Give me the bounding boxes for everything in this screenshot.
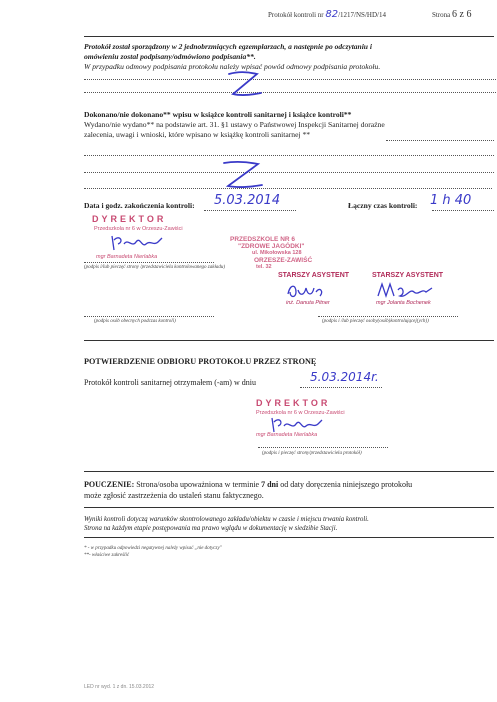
- dyrektor-signature: [110, 232, 170, 254]
- section-divider-notice: [84, 471, 494, 472]
- school-stamp-line2: "ZDROWE JAGÓDKI": [238, 243, 305, 250]
- handwritten-z-mark-1: [225, 68, 265, 108]
- asystent1-signature: [286, 282, 326, 302]
- school-stamp: [232, 236, 312, 271]
- notice-text1b: od daty doręczenia niniejszego protokołu: [280, 480, 413, 489]
- protocol-suffix: /1217/NS/HD/14: [338, 11, 386, 19]
- completion-date-value: 5.03.2014: [214, 193, 281, 208]
- dyrektor-stamp-school: Przedszkola nr 6 w Orzeszu-Zawiści: [94, 226, 183, 232]
- party-signature-line: [84, 262, 214, 263]
- recommendations-line1: Wydano/nie wydano** na podstawie art. 31. §1 ustawy o Państwowej Inspekcji Sanitarnej doraźne: [84, 120, 385, 129]
- confirmation-heading: POTWIERDZENIE ODBIORU PROTOKOŁU PRZEZ STRONĘ: [84, 357, 317, 366]
- dyrektor-stamp-title: DYREKTOR: [92, 214, 167, 224]
- school-stamp-line4: ORZESZE-ZAWIŚĆ: [254, 257, 313, 264]
- section-divider-top: [84, 36, 494, 37]
- protocol-number-handwritten: 82: [325, 9, 339, 20]
- school-stamp-line3: ul. Mikołowska 128: [252, 250, 302, 256]
- handwritten-z-mark-2: [218, 158, 266, 194]
- confirmation-text: Protokół kontroli sanitarnej otrzymałem (-am) w dniu: [84, 378, 256, 387]
- notice-line2: może zgłosić zastrzeżenia do ustaleń stanu faktycznego.: [84, 491, 264, 500]
- asystent2-signature: [376, 282, 436, 302]
- controllers-caption: (podpis i /lub pieczęć osoby(osób)kontrolującej(ych)): [322, 319, 429, 324]
- recommendations-fill-4: [84, 188, 492, 189]
- page-label: Strona: [432, 11, 451, 19]
- refusal-reason-line-2: [84, 92, 496, 93]
- info-line2: Strona na każdym etapie postępowania ma prawo wglądu w dokumentację w siedzibie Stacji.: [84, 525, 338, 532]
- page-value: 6 z 6: [452, 9, 472, 20]
- dyrektor-stamp-2-name: mgr Barnadeta Nierlabka: [256, 432, 318, 438]
- refusal-reason-line-1: [84, 79, 496, 80]
- party-receipt-caption: (podpis i pieczęć strony/przedstawiciela protokół): [262, 451, 362, 456]
- confirmation-date-value: 5.03.2014r.: [310, 370, 379, 384]
- duration-line: [432, 210, 494, 211]
- dyrektor-stamp-2-school: Przedszkola nr 6 w Orzeszu-Zawiści: [256, 410, 345, 416]
- section-divider-footnotes: [84, 537, 494, 538]
- refusal-instruction: W przypadku odmowy podpisania protokołu należy wpisać powód odmowy podpisania protokołu.: [84, 62, 381, 71]
- present-persons-caption: (podpis osób obecnych podczas kontroli): [94, 319, 176, 324]
- completion-date-line: [204, 210, 296, 211]
- recommendations-fill-1: [386, 140, 494, 141]
- dyrektor-stamp-name: mgr Barnadeta Nierlabka: [96, 254, 158, 260]
- party-signature-caption: (podpis i/lub pieczęć strony /przedstawiciela kontrolowanego zakładu): [84, 265, 226, 270]
- school-stamp-line1: PRZEDSZKOLE NR 6: [230, 236, 296, 243]
- duration-value: 1 h 40: [430, 193, 472, 208]
- page-indicator: [432, 9, 471, 20]
- recommendations-fill-2: [84, 155, 494, 156]
- asystent2-name: mgr Jolanta Bochenek: [376, 300, 431, 306]
- notice-label: POUCZENIE:: [84, 480, 135, 489]
- recommendations-line2: zalecenia, uwagi i wnioski, które wpisano w książkę kontroli sanitarnej **: [84, 130, 311, 139]
- protocol-header: [268, 9, 386, 20]
- notice-deadline: 7 dni: [261, 480, 279, 489]
- asystent1-name: inż. Danuta Pitner: [286, 300, 330, 306]
- footnote-2: **- właściwe zakreślić: [84, 553, 130, 558]
- document-code-footer: LED nr wyd. 1 z dn. 15.03.2012: [84, 684, 155, 690]
- notice-text1a: Strona/osoba upoważniona w terminie: [136, 480, 260, 489]
- asystent2-title: STARSZY ASYSTENT: [372, 272, 444, 279]
- section-divider-confirmation: [84, 340, 494, 341]
- footnote-1: * - w przypadku odpowiedzi negatywnej należy wpisać „nie dotyczy": [84, 546, 222, 551]
- confirmation-date-line: [300, 387, 382, 388]
- present-persons-line: [84, 316, 214, 317]
- protocol-label: Protokół kontroli nr: [268, 11, 324, 19]
- asystent1-title: STARSZY ASYSTENT: [278, 272, 350, 279]
- completion-date-label: Data i godz. zakończenia kontroli:: [84, 201, 195, 210]
- signing-statement-line1: Protokół został sporządzony w 2 jednobrzmiących egzemplarzach, a następnie po odczytaniu i: [84, 42, 372, 51]
- book-entry-text: Dokonano/nie dokonano** wpisu w książce kontroli sanitarnej i książce kontroli**: [84, 110, 352, 119]
- controllers-line: [318, 316, 458, 317]
- dyrektor-stamp-2-title: DYREKTOR: [256, 398, 331, 408]
- notice-line1: [84, 480, 412, 490]
- section-divider-info: [84, 507, 494, 508]
- party-receipt-signature-line: [258, 447, 388, 448]
- signing-statement-line2: omówieniu zostal podpisany/odmówiono podpisania**.: [84, 52, 256, 61]
- school-stamp-line5: tel. 32: [256, 264, 272, 270]
- info-line1: Wyniki kontroli dotyczą warunków skontrolowanego zakładu/obiektu w czasie i miejscu trwania kontroli.: [84, 516, 369, 523]
- recommendations-fill-3: [84, 172, 494, 173]
- book-entry-statement: [84, 110, 351, 120]
- duration-label: Łączny czas kontroli:: [348, 201, 418, 210]
